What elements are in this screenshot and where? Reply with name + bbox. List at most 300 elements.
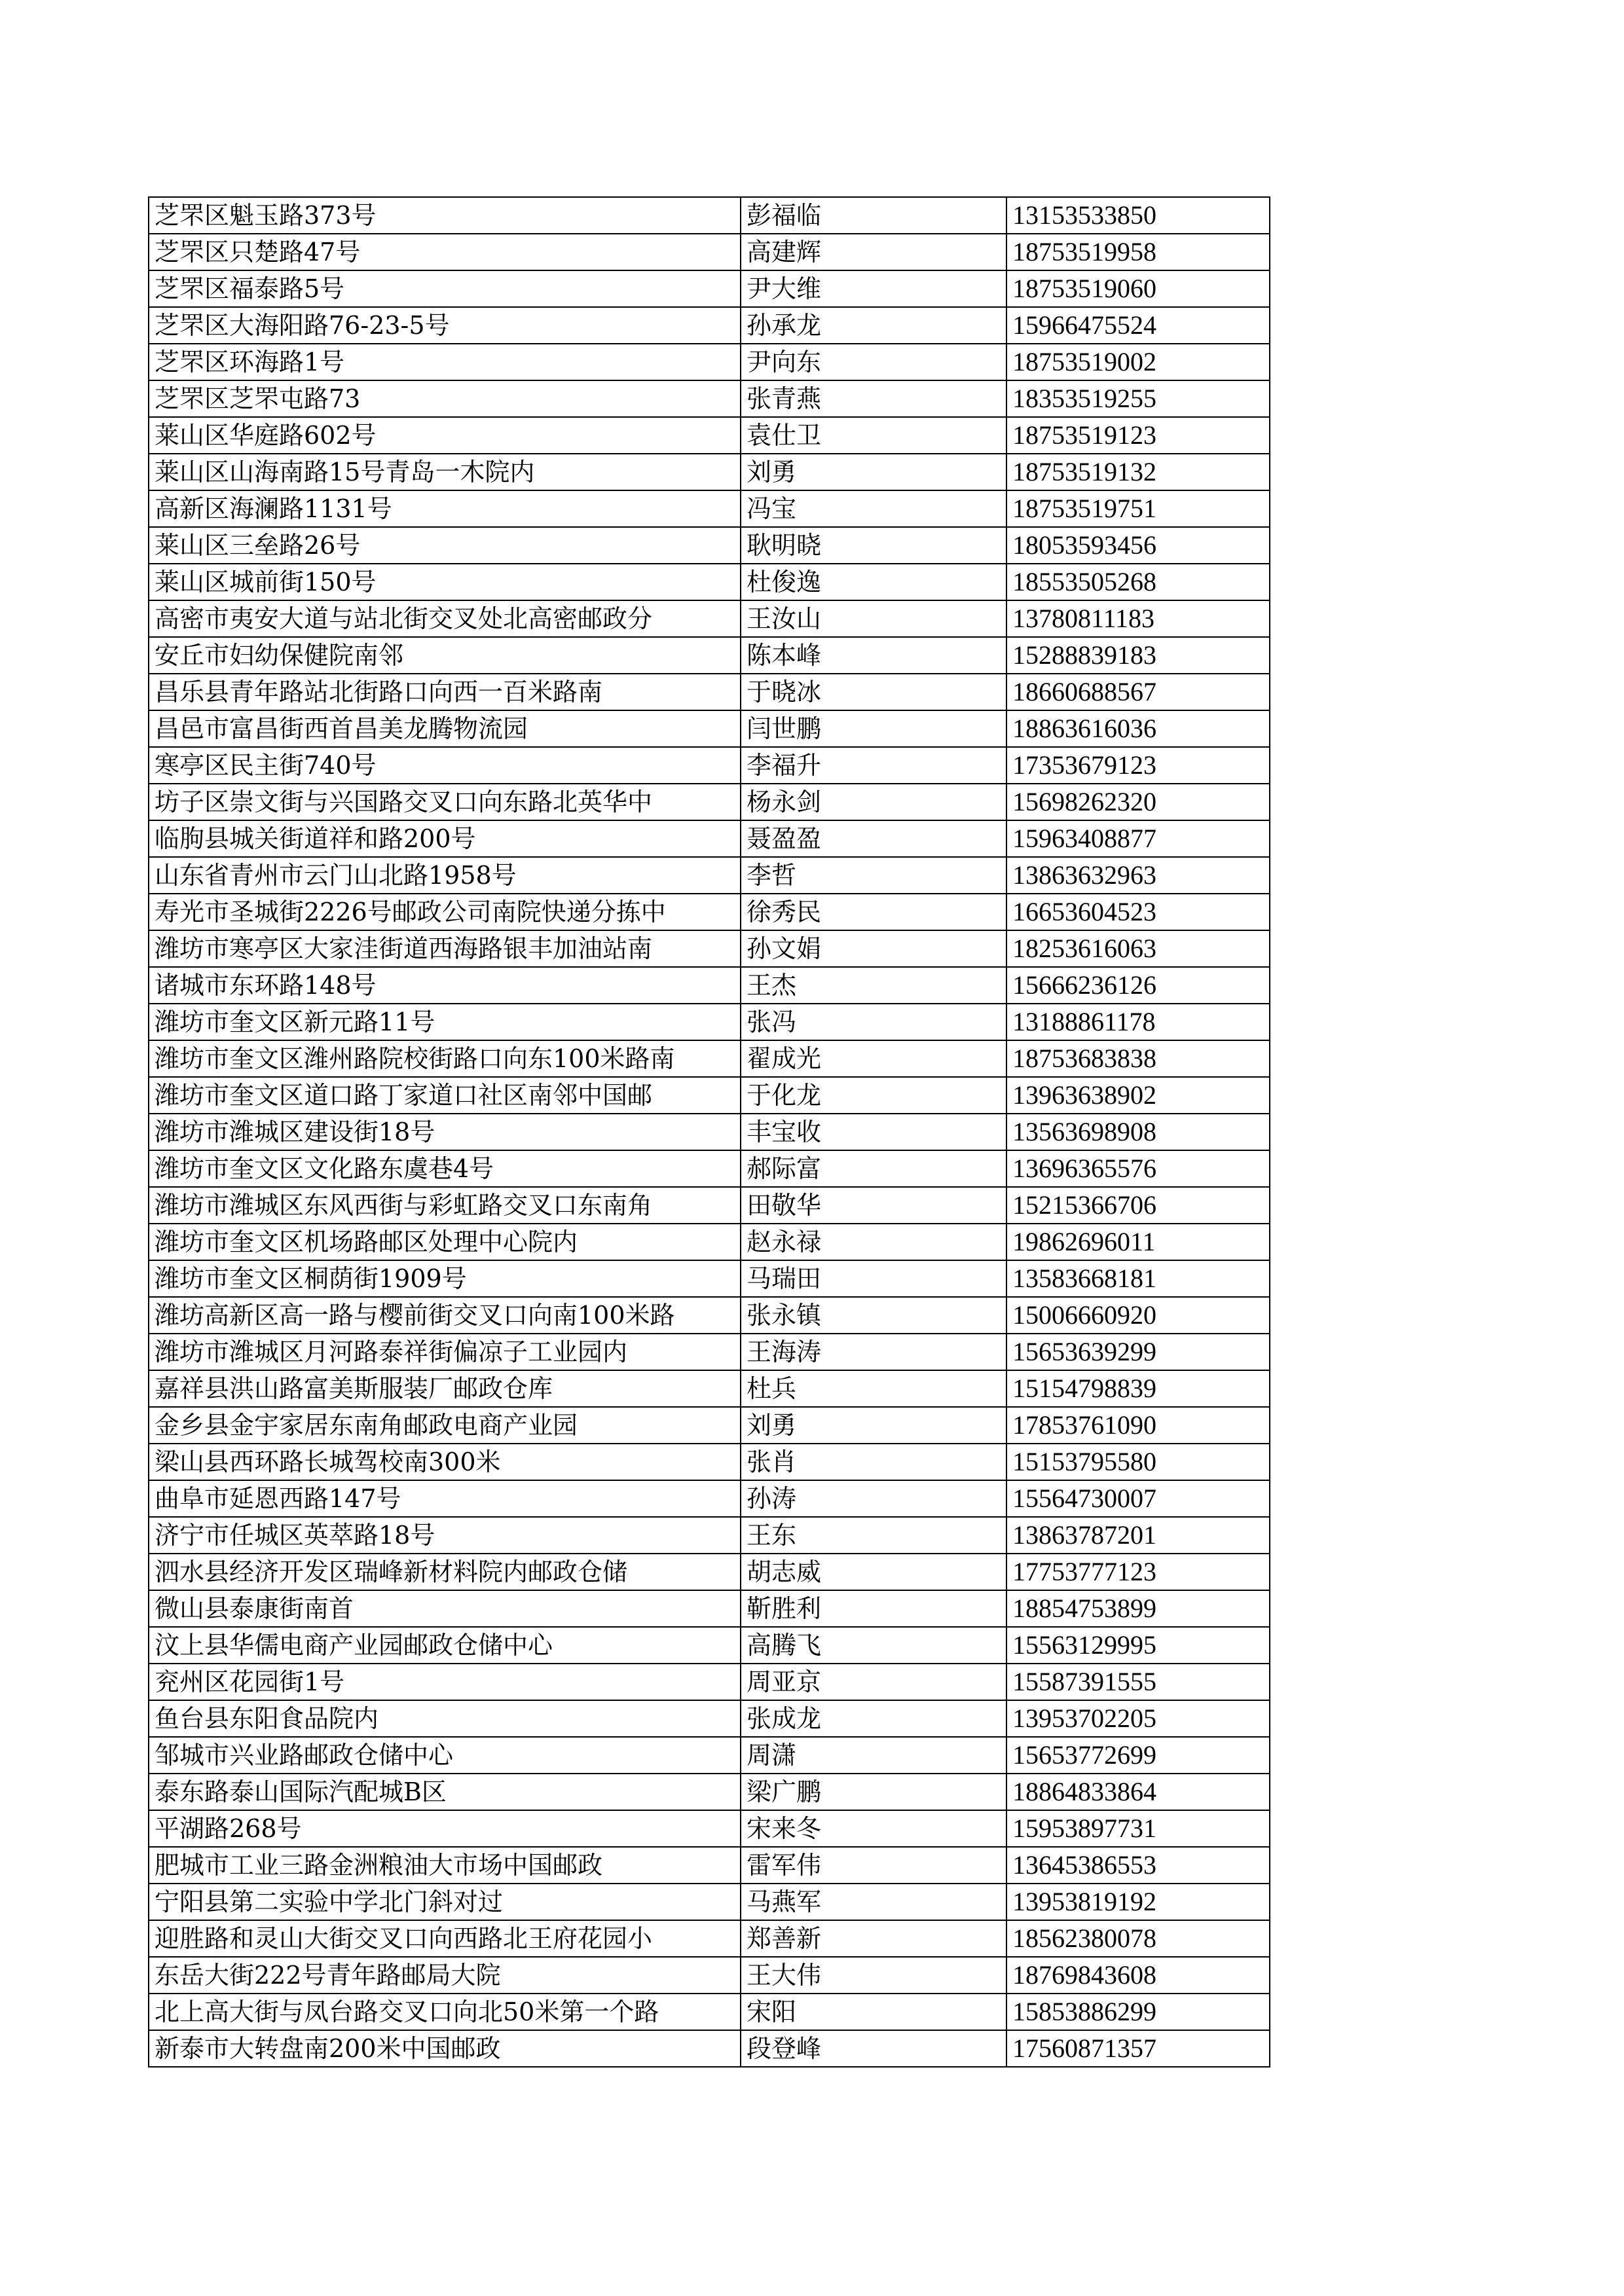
address-cell-text: 芝罘区只楚路47号 — [155, 237, 361, 266]
phone-cell[interactable] — [1006, 1040, 1270, 1077]
name-cell[interactable] — [741, 637, 1006, 674]
address-cell-text: 鱼台县东阳食品院内 — [155, 1704, 379, 1733]
address-cell[interactable] — [149, 1847, 741, 1884]
address-cell[interactable] — [149, 1224, 741, 1260]
address-cell-text: 芝罘区魁玉路373号 — [155, 200, 377, 230]
address-cell[interactable] — [149, 967, 741, 1004]
name-cell-text: 周潇 — [747, 1740, 797, 1770]
phone-cell-text: 17853761090 — [1012, 1410, 1156, 1440]
phone-cell-text: 13953702205 — [1012, 1704, 1156, 1733]
address-cell[interactable] — [149, 1884, 741, 1920]
phone-cell[interactable] — [1006, 1920, 1270, 1957]
address-cell[interactable] — [149, 1077, 741, 1114]
phone-cell-text: 15154798839 — [1012, 1374, 1156, 1403]
phone-cell-text: 18753519132 — [1012, 457, 1156, 486]
contact-table-body — [149, 197, 1270, 2067]
name-cell[interactable] — [741, 527, 1006, 564]
table-row — [149, 1700, 1270, 1737]
address-cell-text: 潍坊市潍城区东风西街与彩虹路交叉口东南角 — [155, 1190, 653, 1220]
phone-cell[interactable] — [1006, 674, 1270, 710]
phone-cell-text: 15653639299 — [1012, 1337, 1156, 1366]
address-cell[interactable] — [149, 1627, 741, 1664]
name-cell-text: 赵永禄 — [747, 1227, 822, 1256]
table-row — [149, 1664, 1270, 1700]
name-cell[interactable] — [741, 1810, 1006, 1847]
address-cell[interactable] — [149, 1957, 741, 1994]
name-cell[interactable] — [741, 1077, 1006, 1114]
phone-cell[interactable] — [1006, 197, 1270, 234]
phone-cell[interactable] — [1006, 1994, 1270, 2030]
name-cell[interactable] — [741, 1114, 1006, 1150]
name-cell[interactable] — [741, 380, 1006, 417]
phone-cell[interactable] — [1006, 894, 1270, 930]
name-cell-text: 孙承龙 — [747, 310, 822, 340]
name-cell[interactable] — [741, 197, 1006, 234]
address-cell[interactable] — [149, 1370, 741, 1407]
address-cell[interactable] — [149, 1187, 741, 1224]
table-row — [149, 344, 1270, 380]
phone-cell[interactable] — [1006, 1004, 1270, 1040]
address-cell-text: 宁阳县第二实验中学北门斜对过 — [155, 1887, 504, 1916]
name-cell[interactable] — [741, 1444, 1006, 1480]
phone-cell[interactable] — [1006, 820, 1270, 857]
table-row — [149, 1224, 1270, 1260]
phone-cell[interactable] — [1006, 1517, 1270, 1554]
phone-cell[interactable] — [1006, 1407, 1270, 1444]
name-cell-text: 杜兵 — [747, 1374, 797, 1403]
address-cell-text: 东岳大街222号青年路邮局大院 — [155, 1960, 501, 1990]
phone-cell[interactable] — [1006, 1150, 1270, 1187]
address-cell-text: 金乡县金宇家居东南角邮政电商产业园 — [155, 1410, 578, 1440]
table-row — [149, 1114, 1270, 1150]
address-cell[interactable] — [149, 1517, 741, 1554]
table-row — [149, 1480, 1270, 1517]
name-cell-text: 张青燕 — [747, 384, 822, 413]
name-cell[interactable] — [741, 894, 1006, 930]
phone-cell[interactable] — [1006, 784, 1270, 820]
name-cell-text: 李哲 — [747, 860, 797, 890]
name-cell[interactable] — [741, 820, 1006, 857]
address-cell[interactable] — [149, 234, 741, 270]
name-cell[interactable] — [741, 417, 1006, 454]
address-cell-text: 嘉祥县洪山路富美斯服装厂邮政仓库 — [155, 1374, 553, 1403]
table-row — [149, 600, 1270, 637]
name-cell-text: 于晓冰 — [747, 677, 822, 706]
address-cell-text: 寿光市圣城街2226号邮政公司南院快递分拣中 — [155, 897, 666, 926]
name-cell[interactable] — [741, 1774, 1006, 1810]
phone-cell[interactable] — [1006, 1224, 1270, 1260]
name-cell[interactable] — [741, 1004, 1006, 1040]
phone-cell[interactable] — [1006, 1774, 1270, 1810]
phone-cell[interactable] — [1006, 1554, 1270, 1590]
name-cell[interactable] — [741, 1334, 1006, 1370]
address-cell[interactable] — [149, 1480, 741, 1517]
phone-cell[interactable] — [1006, 490, 1270, 527]
table-row — [149, 1444, 1270, 1480]
address-cell[interactable] — [149, 930, 741, 967]
name-cell-text: 刘勇 — [747, 457, 797, 486]
address-cell-text: 山东省青州市云门山北路1958号 — [155, 860, 517, 890]
address-cell[interactable] — [149, 270, 741, 307]
name-cell[interactable] — [741, 454, 1006, 490]
name-cell-text: 徐秀民 — [747, 897, 822, 926]
address-cell[interactable] — [149, 710, 741, 747]
name-cell-text: 靳胜利 — [747, 1594, 822, 1623]
table-row — [149, 1040, 1270, 1077]
address-cell[interactable] — [149, 417, 741, 454]
table-row — [149, 1187, 1270, 1224]
name-cell[interactable] — [741, 600, 1006, 637]
name-cell[interactable] — [741, 1737, 1006, 1774]
address-cell-text: 济宁市任城区英萃路18号 — [155, 1520, 435, 1550]
address-cell[interactable] — [149, 564, 741, 600]
address-cell-text: 潍坊高新区高一路与樱前街交叉口向南100米路 — [155, 1300, 675, 1330]
table-row — [149, 1517, 1270, 1554]
phone-cell-text: 13953819192 — [1012, 1887, 1156, 1916]
name-cell-text: 田敬华 — [747, 1190, 822, 1220]
phone-cell-text: 13188861178 — [1012, 1007, 1156, 1036]
address-cell[interactable] — [149, 857, 741, 894]
name-cell[interactable] — [741, 857, 1006, 894]
phone-cell-text: 18253616063 — [1012, 934, 1156, 963]
name-cell[interactable] — [741, 270, 1006, 307]
name-cell-text: 翟成光 — [747, 1044, 822, 1073]
name-cell[interactable] — [741, 1224, 1006, 1260]
phone-cell[interactable] — [1006, 307, 1270, 344]
phone-cell[interactable] — [1006, 747, 1270, 784]
address-cell-text: 微山县泰康街南首 — [155, 1594, 354, 1623]
table-row — [149, 1774, 1270, 1810]
name-cell[interactable] — [741, 747, 1006, 784]
name-cell-text: 王大伟 — [747, 1960, 822, 1990]
phone-cell[interactable] — [1006, 967, 1270, 1004]
phone-cell[interactable] — [1006, 527, 1270, 564]
address-cell[interactable] — [149, 894, 741, 930]
address-cell[interactable] — [149, 1590, 741, 1627]
address-cell-text: 高密市夷安大道与站北街交叉处北高密邮政分 — [155, 604, 653, 633]
phone-cell[interactable] — [1006, 1847, 1270, 1884]
address-cell-text: 泗水县经济开发区瑞峰新材料院内邮政仓储 — [155, 1557, 628, 1586]
phone-cell[interactable] — [1006, 1957, 1270, 1994]
phone-cell[interactable] — [1006, 1627, 1270, 1664]
table-row — [149, 1590, 1270, 1627]
phone-cell-text: 15853886299 — [1012, 1997, 1156, 2026]
name-cell[interactable] — [741, 234, 1006, 270]
name-cell-text: 丰宝收 — [747, 1117, 822, 1146]
name-cell-text: 马燕军 — [747, 1887, 822, 1916]
address-cell[interactable] — [149, 1150, 741, 1187]
address-cell[interactable] — [149, 600, 741, 637]
address-cell[interactable] — [149, 1664, 741, 1700]
phone-cell[interactable] — [1006, 600, 1270, 637]
name-cell[interactable] — [741, 344, 1006, 380]
name-cell[interactable] — [741, 1957, 1006, 1994]
name-cell[interactable] — [741, 1847, 1006, 1884]
phone-cell-text: 15215366706 — [1012, 1190, 1156, 1220]
address-cell[interactable] — [149, 344, 741, 380]
phone-cell[interactable] — [1006, 1810, 1270, 1847]
name-cell-text: 杜俊逸 — [747, 567, 822, 596]
phone-cell[interactable] — [1006, 1590, 1270, 1627]
phone-cell[interactable] — [1006, 710, 1270, 747]
name-cell-text: 张成龙 — [747, 1704, 822, 1733]
phone-cell-text: 17560871357 — [1012, 2033, 1156, 2063]
name-cell-text: 雷军伟 — [747, 1850, 822, 1880]
address-cell[interactable] — [149, 197, 741, 234]
name-cell-text: 于化龙 — [747, 1080, 822, 1110]
address-cell-text: 莱山区城前街150号 — [155, 567, 377, 596]
name-cell[interactable] — [741, 1627, 1006, 1664]
phone-cell-text: 15006660920 — [1012, 1300, 1156, 1330]
address-cell[interactable] — [149, 1554, 741, 1590]
table-row — [149, 1884, 1270, 1920]
name-cell-text: 宋来冬 — [747, 1813, 822, 1843]
table-row — [149, 1994, 1270, 2030]
address-cell[interactable] — [149, 1114, 741, 1150]
phone-cell-text: 13863632963 — [1012, 860, 1156, 890]
phone-cell[interactable] — [1006, 1884, 1270, 1920]
table-row — [149, 1297, 1270, 1334]
name-cell[interactable] — [741, 1554, 1006, 1590]
name-cell[interactable] — [741, 930, 1006, 967]
name-cell-text: 袁仕卫 — [747, 420, 822, 450]
address-cell-text: 高新区海澜路1131号 — [155, 494, 392, 523]
name-cell-text: 胡志威 — [747, 1557, 822, 1586]
phone-cell-text: 15953897731 — [1012, 1813, 1156, 1843]
name-cell-text: 闫世鹏 — [747, 714, 822, 743]
table-row — [149, 930, 1270, 967]
phone-cell-text: 13963638902 — [1012, 1080, 1156, 1110]
table-row — [149, 820, 1270, 857]
phone-cell-text: 15563129995 — [1012, 1630, 1156, 1660]
name-cell-text: 宋阳 — [747, 1997, 797, 2026]
address-cell-text: 潍坊市奎文区机场路邮区处理中心院内 — [155, 1227, 578, 1256]
phone-cell-text: 13563698908 — [1012, 1117, 1156, 1146]
phone-cell-text: 18753519060 — [1012, 274, 1156, 303]
name-cell-text: 张冯 — [747, 1007, 797, 1036]
name-cell[interactable] — [741, 1590, 1006, 1627]
table-row — [149, 784, 1270, 820]
phone-cell-text: 18753519958 — [1012, 237, 1156, 266]
address-cell[interactable] — [149, 1737, 741, 1774]
table-row — [149, 674, 1270, 710]
table-row — [149, 454, 1270, 490]
phone-cell[interactable] — [1006, 2030, 1270, 2067]
name-cell[interactable] — [741, 490, 1006, 527]
address-cell[interactable] — [149, 674, 741, 710]
name-cell[interactable] — [741, 674, 1006, 710]
address-cell[interactable] — [149, 1994, 741, 2030]
name-cell[interactable] — [741, 967, 1006, 1004]
address-cell[interactable] — [149, 1004, 741, 1040]
name-cell[interactable] — [741, 1187, 1006, 1224]
phone-cell-text: 15564730007 — [1012, 1484, 1156, 1513]
name-cell-text: 高腾飞 — [747, 1630, 822, 1660]
phone-cell[interactable] — [1006, 564, 1270, 600]
address-cell-text: 兖州区花园街1号 — [155, 1667, 345, 1696]
phone-cell-text: 16653604523 — [1012, 897, 1156, 926]
address-cell[interactable] — [149, 1040, 741, 1077]
name-cell[interactable] — [741, 784, 1006, 820]
phone-cell[interactable] — [1006, 857, 1270, 894]
table-row — [149, 1810, 1270, 1847]
contact-table — [148, 196, 1270, 2068]
table-row — [149, 747, 1270, 784]
address-cell[interactable] — [149, 1700, 741, 1737]
phone-cell[interactable] — [1006, 637, 1270, 674]
phone-cell-text: 18353519255 — [1012, 384, 1156, 413]
table-row — [149, 967, 1270, 1004]
phone-cell-text: 18863616036 — [1012, 714, 1156, 743]
phone-cell-text: 18660688567 — [1012, 677, 1156, 706]
phone-cell[interactable] — [1006, 380, 1270, 417]
address-cell-text: 肥城市工业三路金洲粮油大市场中国邮政 — [155, 1850, 603, 1880]
name-cell[interactable] — [741, 1370, 1006, 1407]
address-cell-text: 莱山区三垒路26号 — [155, 530, 361, 560]
address-cell[interactable] — [149, 820, 741, 857]
table-row — [149, 527, 1270, 564]
name-cell[interactable] — [741, 564, 1006, 600]
name-cell[interactable] — [741, 1480, 1006, 1517]
name-cell-text: 张肖 — [747, 1447, 797, 1476]
name-cell[interactable] — [741, 1150, 1006, 1187]
address-cell[interactable] — [149, 637, 741, 674]
name-cell-text: 陈本峰 — [747, 640, 822, 670]
address-cell-text: 芝罘区环海路1号 — [155, 347, 345, 376]
table-row — [149, 1627, 1270, 1664]
address-cell-text: 潍坊市寒亭区大家洼街道西海路银丰加油站南 — [155, 934, 653, 963]
name-cell-text: 尹大维 — [747, 274, 822, 303]
name-cell[interactable] — [741, 1040, 1006, 1077]
name-cell-text: 孙涛 — [747, 1484, 797, 1513]
address-cell-text: 潍坊市奎文区潍州路院校街路口向东100米路南 — [155, 1044, 675, 1073]
address-cell-text: 安丘市妇幼保健院南邻 — [155, 640, 404, 670]
address-cell[interactable] — [149, 380, 741, 417]
address-cell[interactable] — [149, 1334, 741, 1370]
phone-cell[interactable] — [1006, 1187, 1270, 1224]
table-row — [149, 197, 1270, 234]
table-row — [149, 894, 1270, 930]
address-cell[interactable] — [149, 454, 741, 490]
phone-cell-text: 15698262320 — [1012, 787, 1156, 816]
phone-cell[interactable] — [1006, 1737, 1270, 1774]
phone-cell[interactable] — [1006, 1114, 1270, 1150]
table-row — [149, 270, 1270, 307]
address-cell[interactable] — [149, 747, 741, 784]
address-cell-text: 坊子区崇文街与兴国路交叉口向东路北英华中 — [155, 787, 653, 816]
phone-cell[interactable] — [1006, 1334, 1270, 1370]
name-cell[interactable] — [741, 2030, 1006, 2067]
table-row — [149, 857, 1270, 894]
table-row — [149, 1004, 1270, 1040]
name-cell[interactable] — [741, 1407, 1006, 1444]
address-cell-text: 潍坊市潍城区建设街18号 — [155, 1117, 435, 1146]
phone-cell-text: 13780811183 — [1012, 604, 1155, 633]
name-cell[interactable] — [741, 307, 1006, 344]
address-cell[interactable] — [149, 1920, 741, 1957]
address-cell-text: 莱山区华庭路602号 — [155, 420, 377, 450]
address-cell[interactable] — [149, 490, 741, 527]
address-cell-text: 潍坊市奎文区道口路丁家道口社区南邻中国邮 — [155, 1080, 653, 1110]
name-cell-text: 王海涛 — [747, 1337, 822, 1366]
phone-cell-text: 17353679123 — [1012, 750, 1156, 780]
address-cell[interactable] — [149, 1810, 741, 1847]
table-row — [149, 1370, 1270, 1407]
address-cell-text: 昌乐县青年路站北街路口向西一百米路南 — [155, 677, 603, 706]
table-row — [149, 234, 1270, 270]
table-row — [149, 2030, 1270, 2067]
name-cell[interactable] — [741, 1664, 1006, 1700]
phone-cell[interactable] — [1006, 1480, 1270, 1517]
phone-cell-text: 18753519751 — [1012, 494, 1156, 523]
address-cell-text: 昌邑市富昌街西首昌美龙腾物流园 — [155, 714, 528, 743]
phone-cell[interactable] — [1006, 930, 1270, 967]
address-cell[interactable] — [149, 1297, 741, 1334]
name-cell[interactable] — [741, 1700, 1006, 1737]
address-cell-text: 临朐县城关街道祥和路200号 — [155, 824, 476, 853]
name-cell[interactable] — [741, 710, 1006, 747]
phone-cell[interactable] — [1006, 1444, 1270, 1480]
address-cell[interactable] — [149, 1774, 741, 1810]
phone-cell[interactable] — [1006, 1370, 1270, 1407]
phone-cell[interactable] — [1006, 1260, 1270, 1297]
table-row — [149, 1260, 1270, 1297]
address-cell[interactable] — [149, 527, 741, 564]
phone-cell-text: 15653772699 — [1012, 1740, 1156, 1770]
name-cell-text: 梁广鹏 — [747, 1777, 822, 1806]
address-cell-text: 新泰市大转盘南200米中国邮政 — [155, 2033, 501, 2063]
address-cell[interactable] — [149, 2030, 741, 2067]
table-row — [149, 1920, 1270, 1957]
phone-cell[interactable] — [1006, 1664, 1270, 1700]
phone-cell[interactable] — [1006, 1700, 1270, 1737]
address-cell[interactable] — [149, 1260, 741, 1297]
phone-cell[interactable] — [1006, 417, 1270, 454]
address-cell-text: 邹城市兴业路邮政仓储中心 — [155, 1740, 454, 1770]
phone-cell[interactable] — [1006, 1077, 1270, 1114]
name-cell[interactable] — [741, 1920, 1006, 1957]
phone-cell[interactable] — [1006, 234, 1270, 270]
address-cell[interactable] — [149, 784, 741, 820]
address-cell-text: 汶上县华儒电商产业园邮政仓储中心 — [155, 1630, 553, 1660]
phone-cell[interactable] — [1006, 270, 1270, 307]
name-cell-text: 马瑞田 — [747, 1264, 822, 1293]
address-cell-text: 迎胜路和灵山大街交叉口向西路北王府花园小 — [155, 1923, 653, 1953]
name-cell[interactable] — [741, 1517, 1006, 1554]
phone-cell[interactable] — [1006, 454, 1270, 490]
table-row — [149, 1957, 1270, 1994]
name-cell[interactable] — [741, 1297, 1006, 1334]
address-cell[interactable] — [149, 1444, 741, 1480]
table-row — [149, 1407, 1270, 1444]
name-cell[interactable] — [741, 1884, 1006, 1920]
phone-cell-text: 15587391555 — [1012, 1667, 1156, 1696]
table-row — [149, 1334, 1270, 1370]
table-row — [149, 380, 1270, 417]
phone-cell[interactable] — [1006, 344, 1270, 380]
name-cell-text: 聂盈盈 — [747, 824, 822, 853]
name-cell[interactable] — [741, 1260, 1006, 1297]
table-row — [149, 1077, 1270, 1114]
phone-cell-text: 18864833864 — [1012, 1777, 1156, 1806]
address-cell[interactable] — [149, 307, 741, 344]
phone-cell[interactable] — [1006, 1297, 1270, 1334]
name-cell[interactable] — [741, 1994, 1006, 2030]
name-cell-text: 郝际富 — [747, 1154, 822, 1183]
address-cell[interactable] — [149, 1407, 741, 1444]
phone-cell-text: 18769843608 — [1012, 1960, 1156, 1990]
table-row — [149, 564, 1270, 600]
